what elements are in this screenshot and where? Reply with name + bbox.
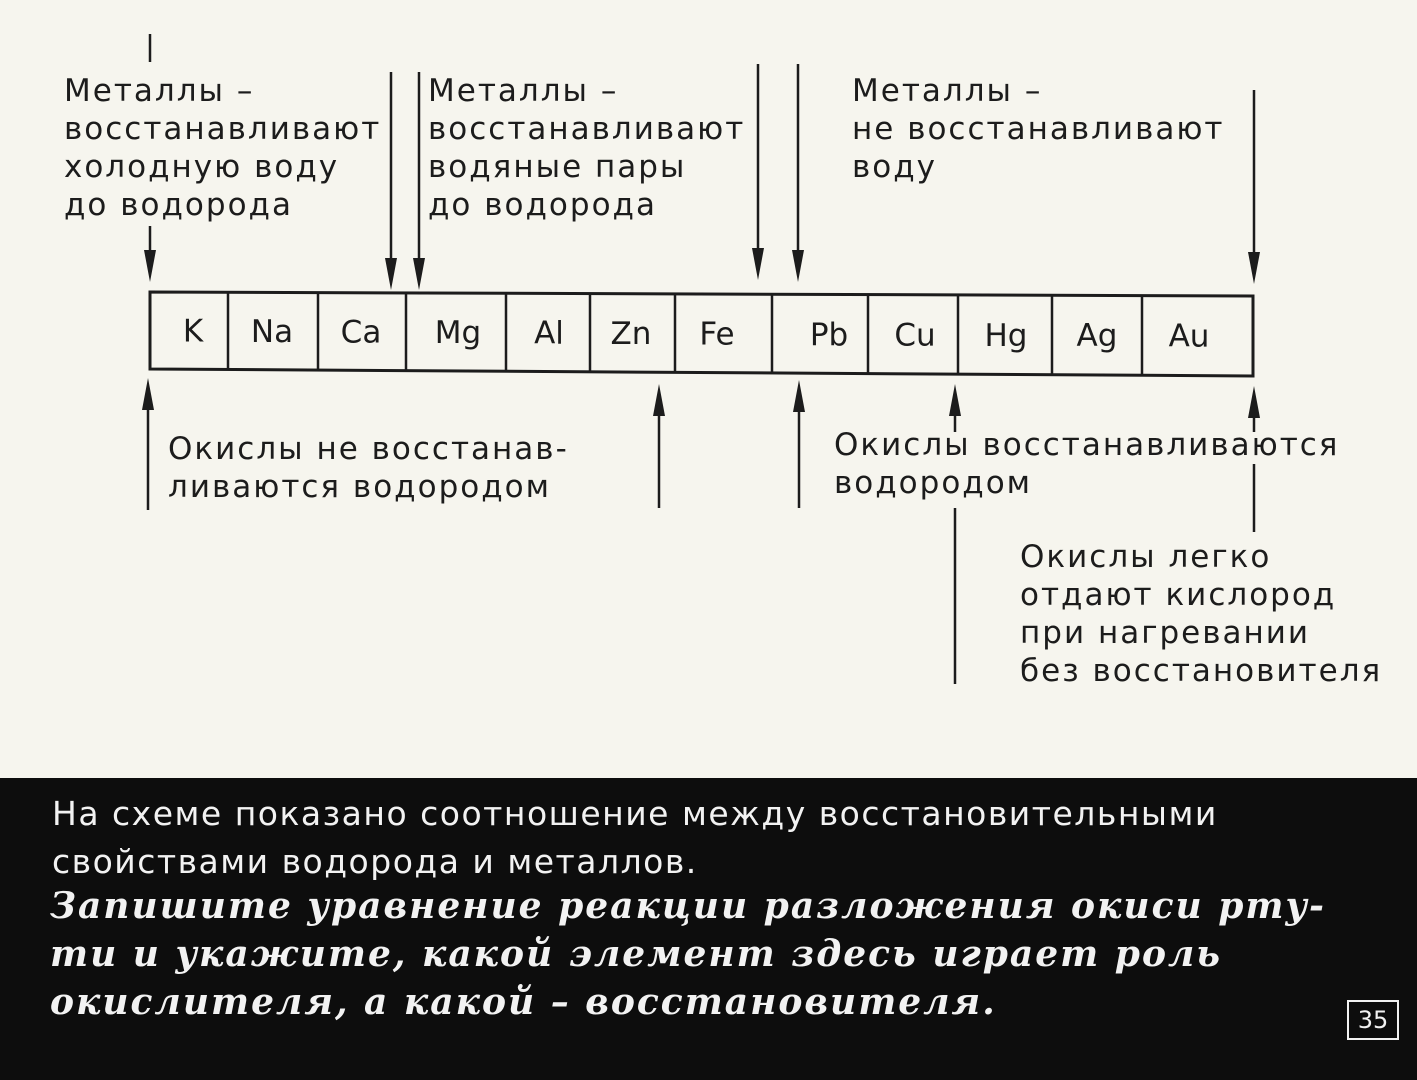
caption-line: свойствами водорода и металлов. [52, 842, 698, 881]
label-no-reduce-water [852, 72, 1225, 186]
caption-task-line: Запишите уравнение реакции разложения окиси рту- [50, 885, 1326, 927]
element-symbol-au: Au [1168, 318, 1210, 355]
element-symbol-mg: Mg [434, 315, 482, 352]
caption-description [52, 790, 1218, 886]
label-line: до водорода [428, 187, 657, 223]
element-symbol-pb: Pb [809, 316, 849, 353]
slide-number-badge: 35 [1347, 1000, 1399, 1040]
caption-task [50, 882, 1326, 1026]
label-line: Окислы восстанавливаются [834, 427, 1340, 463]
arrow-down-k-head [144, 250, 156, 282]
label-line: водородом [834, 465, 1033, 501]
arrow-up-pb-head [793, 380, 805, 412]
element-symbol-fe: Fe [699, 316, 735, 353]
label-line: Окислы не восстанав- [168, 431, 569, 467]
element-symbol-cu: Cu [894, 317, 936, 354]
label-oxides-not-reduced [168, 430, 569, 506]
element-symbol-na: Na [250, 314, 294, 351]
element-symbol-al: Al [534, 315, 564, 352]
label-reduce-water-vapor [428, 72, 745, 224]
label-line: Окислы легко [1020, 539, 1272, 575]
label-line: восстанавливают [64, 111, 382, 147]
element-symbol-ca: Ca [340, 314, 382, 351]
label-oxides-reduced [834, 426, 1339, 502]
arrow-up-zn-head [653, 384, 665, 416]
caption-task-line: ти и укажите, какой элемент здесь играет роль [50, 933, 1223, 975]
caption-task-line: окислителя, а какой – восстановителя. [50, 981, 997, 1023]
arrow-up-k-head [142, 378, 154, 410]
arrow-down-mg-head [413, 258, 425, 290]
caption-line: На схеме показано соотношение между восстановительными [52, 794, 1218, 833]
label-line: воду [852, 149, 938, 185]
element-symbol-zn: Zn [610, 315, 652, 352]
label-oxides-release-oxygen [1020, 538, 1382, 690]
label-line: отдают кислород [1020, 577, 1337, 613]
label-line: Металлы – [852, 73, 1043, 109]
label-reduce-cold-water [64, 72, 381, 224]
label-line: Металлы – [64, 73, 255, 109]
element-symbol-ag: Ag [1076, 318, 1118, 355]
arrow-down-pb-head [792, 250, 804, 282]
label-line: при нагревании [1020, 615, 1311, 651]
element-symbol-hg: Hg [984, 317, 1028, 354]
label-line: водяные пары [428, 149, 687, 185]
label-line: не восстанавливают [852, 111, 1225, 147]
label-line: без восстановителя [1020, 653, 1383, 689]
label-line: восстанавливают [428, 111, 746, 147]
element-symbol-k: K [182, 313, 204, 350]
arrow-down-fe-head [752, 248, 764, 280]
label-line: Металлы – [428, 73, 619, 109]
label-line: до водорода [64, 187, 293, 223]
label-line: ливаются водородом [168, 469, 551, 505]
caption-panel [0, 778, 1417, 1080]
label-line: холодную воду [64, 149, 340, 185]
arrow-down-au-head [1248, 252, 1260, 284]
arrow-up-au-head [1248, 386, 1260, 418]
arrow-down-ca-head [385, 258, 397, 290]
arrow-up-hg-head [949, 384, 961, 416]
